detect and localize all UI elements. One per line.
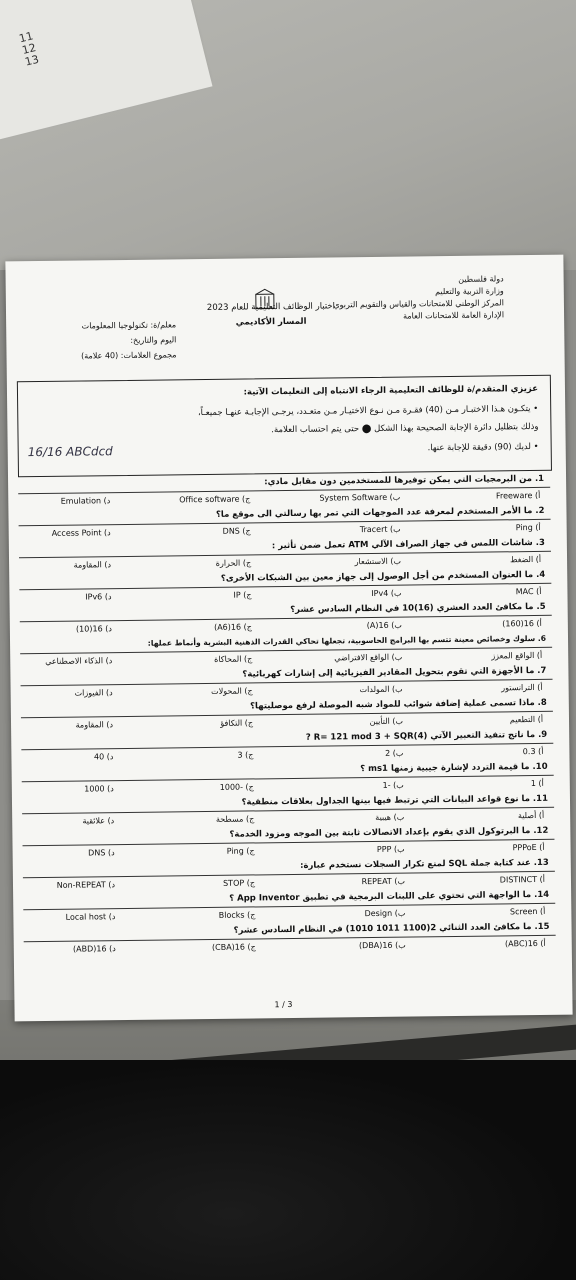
- option[interactable]: ج) 16(CBA): [211, 942, 256, 952]
- stack-marks: [18, 30, 40, 68]
- option[interactable]: ج) STOP: [223, 878, 256, 888]
- option[interactable]: د) Local host: [65, 912, 116, 922]
- option[interactable]: ب) PPP: [376, 844, 405, 854]
- option[interactable]: د) المقاومة: [73, 560, 112, 570]
- question-text: 10. ما قيمة التردد لإشارة جيبية زمنها ms1 ؟: [360, 761, 548, 775]
- option[interactable]: أ) الضغط: [510, 554, 542, 565]
- question-text: 9. ما ناتج تنفيذ التعبير الآتي R= 121 mod 3 + SQR(4) ?: [305, 729, 548, 743]
- option[interactable]: ب) الواقع الافتراضي: [334, 652, 403, 663]
- header-line: وزارة التربية والتعليم: [435, 286, 504, 297]
- question-text: 15. ما مكافئ العدد الثنائي 2(1100 1011 1010) في النظام السادس عشر؟: [233, 921, 550, 936]
- option[interactable]: ج) مسطحة: [215, 814, 255, 824]
- page-number: 3 / 1: [274, 999, 293, 1010]
- option[interactable]: ب) 16(A): [366, 620, 402, 631]
- option[interactable]: ب) IPv4: [371, 588, 402, 598]
- option[interactable]: د) 1000: [84, 784, 114, 794]
- option[interactable]: د) المقاومة: [75, 720, 114, 730]
- question-text: 11. ما نوع قواعد البيانات التي ترتبط فيها بينها الجداول بعلاقات منطقية؟: [241, 793, 549, 808]
- option[interactable]: ج) الحرارة: [215, 558, 252, 568]
- instruction-line: • يتكـون هـذا الاختبـار مـن (40) فقـرة مـن نـوع الاختيـار مـن متعـدد، يرجـى الإجابـة عنهـا جميعـاً،: [197, 403, 539, 419]
- option[interactable]: ب) المولدات: [359, 684, 403, 695]
- stack-mark: 11: [17, 29, 35, 46]
- option[interactable]: ج) المحاكاة: [214, 654, 253, 664]
- option[interactable]: ب) System Software: [319, 492, 401, 503]
- instruction-line: • لديك (90) دقيقة للإجابة عنها.: [427, 441, 539, 454]
- option[interactable]: ب) الاستشعار: [354, 556, 402, 567]
- option[interactable]: د) 16(ABD): [72, 944, 116, 954]
- exam-title-block: [176, 299, 366, 331]
- question-text: 7. ما الأجهزة التي تقوم بتحويل المقادير الفيزيائية إلى إشارات كهربائية؟: [242, 665, 547, 680]
- option[interactable]: أ) 16(160): [502, 618, 542, 629]
- instruction-line: عزيزي المتقدم/ة للوظائف التعليمية الرجاء الانتباه إلى التعليمات الآتية:: [243, 383, 539, 398]
- option[interactable]: أ) PPPoE: [512, 842, 545, 853]
- exam-track: المسار الأكاديمي: [235, 316, 307, 328]
- option[interactable]: أ) أصلية: [517, 810, 545, 821]
- option[interactable]: د) الفيوزات: [74, 688, 113, 698]
- header-line: معلم/ة: تكنولوجيا المعلومات: [81, 320, 177, 331]
- question-text: 3. شاشات اللمس في جهاز الصراف الآلي ATM تعمل ضمن تأثير :: [271, 537, 545, 552]
- option[interactable]: ج) 16(A6): [213, 622, 252, 632]
- question-text: 4. ما العنوان المستخدم من أجل الوصول إلى جهاز معين بين الشبكات الأخرى؟: [220, 569, 546, 584]
- option[interactable]: ج) المحولات: [211, 686, 253, 696]
- header-line: المركز الوطني للامتحانات والقياس والتقويم التربوي: [333, 298, 504, 310]
- option[interactable]: ب) Tracert: [359, 524, 401, 535]
- question-text: 8. ماذا تسمى عملية إضافة شوائب للمواد شبه الموصلة لرفع موصليتها؟: [250, 697, 547, 712]
- option[interactable]: ب) -1: [382, 780, 404, 790]
- option[interactable]: أ) 0.3: [522, 746, 544, 757]
- option[interactable]: د) Emulation: [60, 496, 111, 506]
- option[interactable]: ج) DNS: [222, 526, 251, 536]
- option[interactable]: د) IPv6: [85, 592, 112, 602]
- option[interactable]: أ) DISTINCT: [499, 874, 546, 885]
- option[interactable]: ب) 16(DBA): [358, 940, 406, 951]
- question-text: 2. ما الأمر المستخدم لمعرفة عدد الموجهات التي تمر بها رسالتي الى موقع ما؟: [215, 505, 545, 520]
- option[interactable]: أ) Freeware: [495, 490, 541, 501]
- option[interactable]: أ) 16(ABC): [504, 938, 546, 949]
- header-line: اليوم والتاريخ:: [130, 335, 177, 345]
- instructions-box: [17, 375, 552, 478]
- stack-mark: 12: [20, 41, 38, 58]
- question-text: 14. ما الواجهة التي تحتوي على اللبنات البرمجية في تطبيق App Inventor ؟: [229, 889, 550, 904]
- option[interactable]: أ) MAC: [515, 586, 542, 597]
- subject-header: [16, 317, 177, 364]
- options-row: [24, 939, 556, 958]
- option[interactable]: أ) الترانستور: [501, 682, 543, 693]
- question-text: 6. سلوك وخصائص معينة تتسم بها البرامج الحاسوبية، تجعلها تحاكي القدرات الذهنية البشرية وأنماط عملها:: [147, 633, 547, 648]
- option[interactable]: ج) التكافؤ: [220, 718, 254, 728]
- option[interactable]: د) علائقية: [82, 816, 115, 826]
- option[interactable]: ج) Blocks: [218, 910, 256, 920]
- question-text: 5. ما مكافئ العدد العشري (16)10 في النظام السادس عشر؟: [290, 601, 546, 615]
- option[interactable]: ج) Office software: [179, 494, 251, 505]
- option[interactable]: أ) Ping: [515, 522, 541, 533]
- option[interactable]: د) DNS: [88, 848, 115, 858]
- exam-title: اختبار الوظائف التعليمية للعام 2023: [206, 301, 336, 313]
- header-line: مجموع العلامات: (40 علامة): [81, 350, 177, 361]
- option[interactable]: ج) 3: [237, 750, 254, 760]
- stack-mark: 13: [23, 52, 41, 69]
- instruction-line: وذلك بتظليل دائرة الإجابة الصحيحة بهذا الشكل ⬤ حتى يتم احتساب العلامة.: [271, 421, 539, 436]
- option[interactable]: د) 40: [93, 752, 114, 762]
- option[interactable]: ب) REPEAT: [361, 876, 406, 887]
- option[interactable]: ج) IP: [233, 590, 252, 600]
- handwritten-score: 16/16 ABCdcd: [27, 444, 113, 460]
- option[interactable]: ب) هيبية: [375, 812, 405, 822]
- option[interactable]: د) الذكاء الاصطناعي: [45, 656, 113, 666]
- option[interactable]: ج) Ping: [226, 846, 255, 856]
- dark-cloth: [0, 1060, 576, 1280]
- option[interactable]: أ) 1: [530, 778, 544, 789]
- question-text: 12. ما البرتوكول الذي يقوم بإعداد الاتصالات ثابتة بين الموجه ومزود الخدمة؟: [229, 825, 549, 840]
- exam-sheet: [5, 255, 572, 1022]
- option[interactable]: أ) التطعيم: [509, 714, 544, 725]
- option[interactable]: د) Non-REPEAT: [56, 880, 116, 890]
- option[interactable]: أ) الواقع المعزز: [491, 650, 543, 661]
- option[interactable]: د) Access Point: [51, 528, 111, 538]
- option[interactable]: د) 16(10): [75, 624, 112, 634]
- header-line: دولة فلسطين: [458, 274, 504, 284]
- option[interactable]: ب) Design: [364, 908, 406, 919]
- option[interactable]: ج) -1000: [219, 782, 254, 792]
- option[interactable]: أ) Screen: [509, 906, 546, 917]
- question-text: 1. من البرمجيات التي يمكن توفيرها للمستخدمين دون مقابل مادي:: [264, 473, 545, 488]
- option[interactable]: ب) 2: [385, 748, 404, 758]
- option[interactable]: ب) التأيين: [369, 716, 404, 727]
- header-line: الإدارة العامة للامتحانات العامة: [402, 310, 505, 321]
- question-text: 13. عند كتابة جملة SQL لمنع تكرار السجلات نستخدم عبارة:: [300, 857, 549, 871]
